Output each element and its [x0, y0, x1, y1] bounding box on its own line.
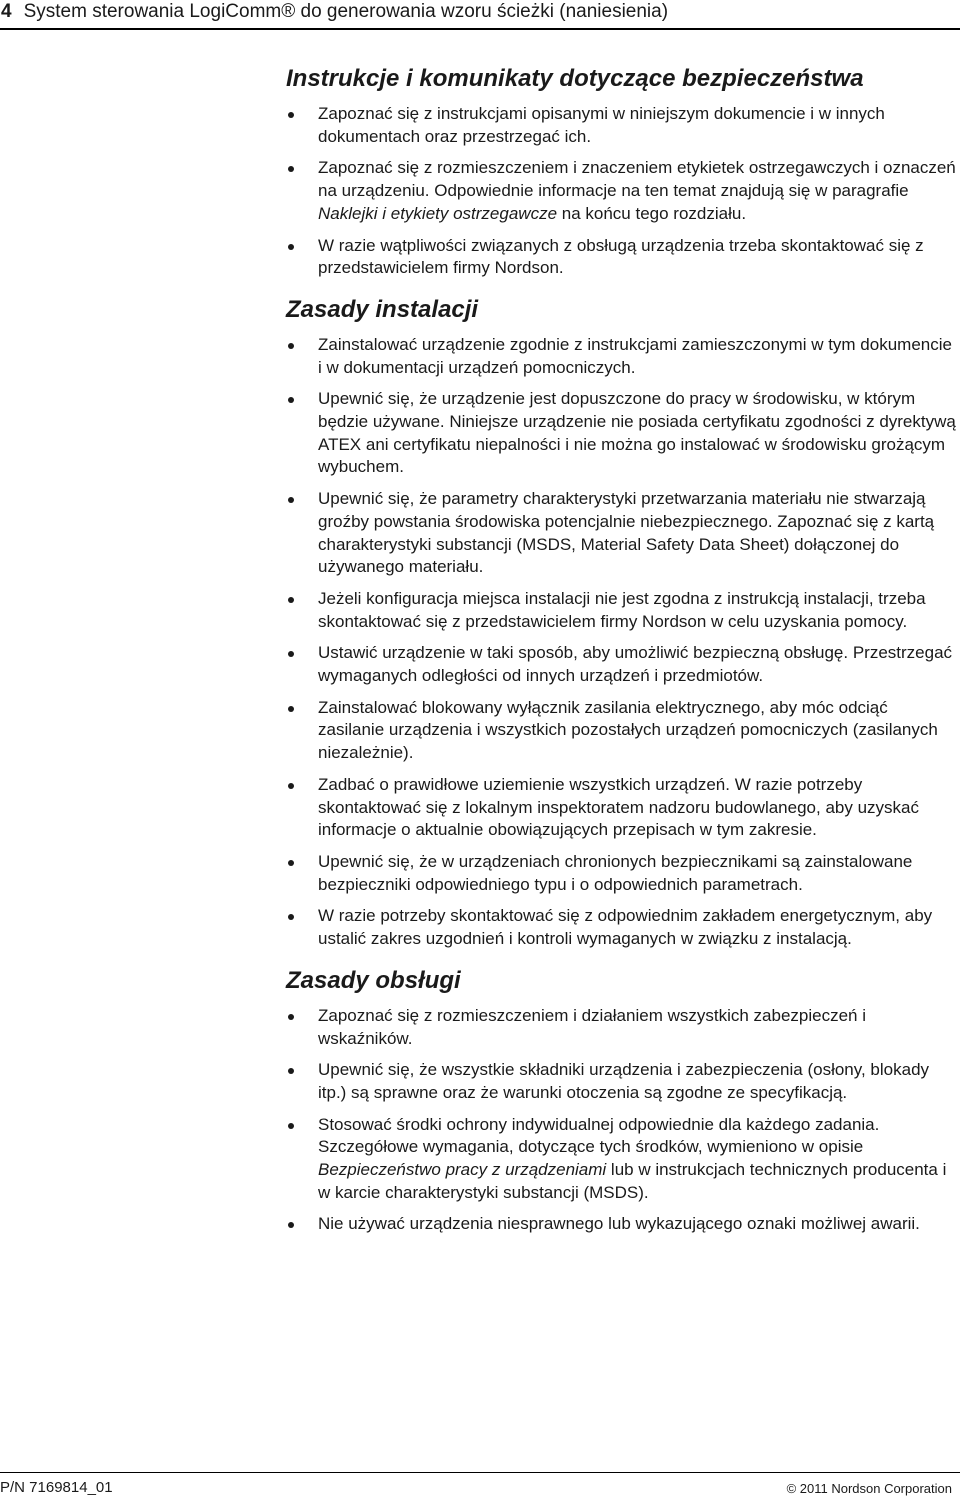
section-heading: Instrukcje i komunikaty dotyczące bezpieczeństwa	[286, 65, 864, 92]
list-item	[286, 103, 958, 148]
bullet-icon	[288, 1222, 294, 1228]
list-item-emphasis: Bezpieczeństwo pracy z urządzeniami	[318, 1160, 607, 1180]
list-item	[286, 157, 958, 225]
part-number: P/N 7169814_01	[0, 1479, 113, 1496]
list-item-emphasis: Naklejki i etykiety ostrzegawcze	[318, 203, 558, 223]
section-installation-rules	[286, 294, 958, 951]
list-item	[286, 1005, 958, 1050]
section-heading: Zasady instalacji	[286, 295, 479, 323]
footer-divider	[0, 1472, 960, 1473]
bullet-icon	[288, 706, 294, 712]
list-item	[286, 588, 958, 633]
list-item-text: Zapoznać się z instrukcjami opisanymi w niniejszym dokumencie i w innych dokumentach oraz przestrzegać ich.	[318, 104, 885, 146]
list-item-text: Zapoznać się z rozmieszczeniem i znaczeniem etykietek ostrzegawczych i oznaczeń na urządzeniu. Odpowiednie informacje na ten temat znajdują się w paragrafie	[318, 158, 956, 201]
list-item-text: Nie używać urządzenia niesprawnego lub wykazującego oznaki możliwej awarii.	[318, 1214, 920, 1234]
list-item-text: Upewnić się, że parametry charakterystyki przetwarzania materiału nie stwarzają groźby powstania środowiska potencjalnie niebezpiecznego. Zapoznać się z kartą charakterystyki substancji (MSDS, Material Safety Data Sheet) dołączonej do używanego materiału.	[318, 489, 935, 577]
copyright-notice: © 2011 Nordson Corporation	[786, 1481, 952, 1496]
header-title: System sterowania LogiComm® do generowania wzoru ścieżki (naniesienia)	[23, 1, 669, 22]
bullet-icon	[288, 497, 294, 503]
bullet-icon	[288, 112, 294, 118]
list-item-text: Upewnić się, że w urządzeniach chronionych bezpiecznikami są zainstalowane bezpieczniki odpowiedniego typu i o odpowiednich parametrach.	[318, 851, 913, 894]
list-item	[286, 334, 958, 379]
bullet-icon	[288, 343, 294, 349]
list-item-text: Ustawić urządzenie w taki sposób, aby umożliwić bezpieczną obsługę. Przestrzegać wymaganych odległości od innych urządzeń i przedmiotów.	[318, 643, 953, 686]
bullet-icon	[288, 1014, 294, 1020]
list-item	[286, 1213, 958, 1236]
header-divider	[0, 28, 960, 30]
list-item	[286, 1114, 958, 1205]
bullet-list	[286, 334, 958, 951]
list-item	[286, 697, 958, 765]
bullet-icon	[288, 1123, 294, 1129]
bullet-icon	[288, 783, 294, 789]
list-item-text: Upewnić się, że urządzenie jest dopuszczone do pracy w środowisku, w którym będzie używane. Niniejsze urządzenie nie posiada certyfikatu zgodności z dyrektywą ATEX ani certyfikatu niepalności i nie można go instalować w środowisku grożącym wybuchem.	[318, 389, 956, 477]
bullet-list	[286, 103, 958, 280]
list-item-text: lub w instrukcjach technicznych producenta i w karcie charakterystyki substancji (MSDS).	[318, 1160, 947, 1202]
bullet-icon	[288, 1068, 294, 1074]
bullet-icon	[288, 597, 294, 603]
list-item	[286, 1059, 958, 1104]
list-item	[286, 905, 958, 950]
bullet-list	[286, 1005, 958, 1236]
page-header	[0, 0, 960, 24]
page-number: 4	[1, 1, 12, 22]
section-heading: Zasady obsługi	[286, 966, 461, 994]
list-item-text: Zainstalować blokowany wyłącznik zasilania elektrycznego, aby móc odciąć zasilanie urządzenia i wszystkich pozostałych urządzeń pomocniczych (zasilanych niezależnie).	[318, 697, 938, 763]
list-item-text: W razie wątpliwości związanych z obsługą urządzenia trzeba skontaktować się z przedstawicielem firmy Nordson.	[318, 235, 924, 278]
list-item-text: Zainstalować urządzenie zgodnie z instrukcjami zamieszczonymi w tym dokumencie i w dokumentacji urządzeń pomocniczych.	[318, 334, 952, 377]
bullet-icon	[288, 651, 294, 657]
section-operation-rules	[286, 965, 958, 1236]
list-item-text: Zadbać o prawidłowe uziemienie wszystkich urządzeń. W razie potrzeby skontaktować się z lokalnym inspektoratem nadzoru budowlanego, aby uzyskać informacje o aktualnie obowiązujących przepisach w tym zakresie.	[318, 774, 919, 840]
list-item	[286, 642, 958, 687]
list-item-text: na końcu tego rozdziału.	[557, 203, 747, 223]
list-item	[286, 851, 958, 896]
list-item	[286, 235, 958, 280]
bullet-icon	[288, 914, 294, 920]
list-item	[286, 388, 958, 479]
document-body	[286, 63, 958, 1246]
list-item-text: Stosować środki ochrony indywidualnej odpowiednie dla każdego zadania. Szczegółowe wymagania, dotyczące tych środków, wymieniono w opisie	[318, 1114, 880, 1157]
list-item-text: W razie potrzeby skontaktować się z odpowiednim zakładem energetycznym, aby ustalić zakres uzgodnień i kontroli wymaganych w związku z instalacją.	[318, 906, 933, 949]
list-item-text: Upewnić się, że wszystkie składniki urządzenia i zabezpieczenia (osłony, blokady itp.) są sprawne oraz że warunki otoczenia są zgodne ze specyfikacją.	[318, 1060, 930, 1102]
list-item-text: Jeżeli konfiguracja miejsca instalacji nie jest zgodna z instrukcją instalacji, trzeba skontaktować się z przedstawicielem firmy Nordson w celu uzyskania pomocy.	[318, 588, 926, 631]
bullet-icon	[288, 166, 294, 172]
bullet-icon	[288, 244, 294, 250]
list-item	[286, 488, 958, 579]
section-safety-instructions	[286, 63, 958, 280]
bullet-icon	[288, 860, 294, 866]
bullet-icon	[288, 397, 294, 403]
list-item-text: Zapoznać się z rozmieszczeniem i działaniem wszystkich zabezpieczeń i wskaźników.	[318, 1005, 866, 1048]
list-item	[286, 774, 958, 842]
